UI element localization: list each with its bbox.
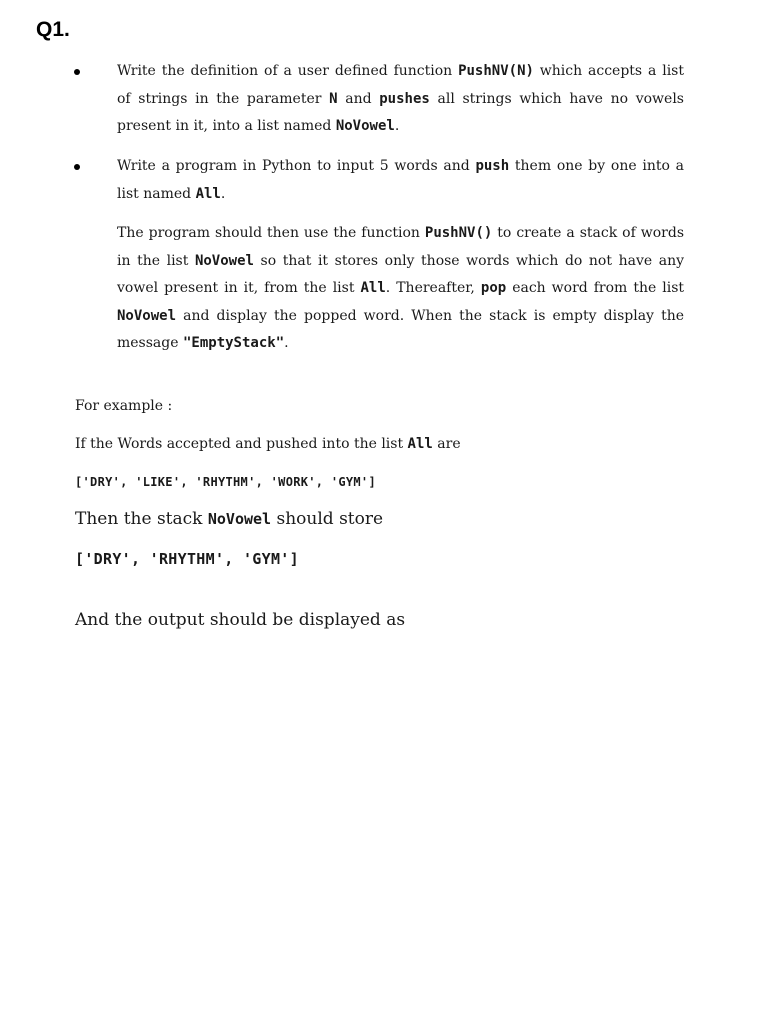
bullet-2-text bbox=[117, 153, 684, 208]
list-name-all: All bbox=[407, 436, 433, 452]
bullet-1-text bbox=[117, 58, 684, 141]
bullet-1-part-1: Write the definition of a user defined function bbox=[117, 63, 459, 79]
list-name-novowel: NoVowel bbox=[117, 307, 177, 324]
example-heading: For example : bbox=[75, 398, 173, 414]
example-accepted-line bbox=[75, 436, 461, 452]
para-part-7: . bbox=[284, 335, 289, 351]
accepted-part-1: If the Words accepted and pushed into the list bbox=[75, 436, 408, 452]
message-emptystack: "EmptyStack" bbox=[182, 335, 285, 351]
keyword-push: push bbox=[475, 158, 510, 174]
bullet-1-part-4: all strings which have no vowels present in it, into a list named bbox=[117, 90, 684, 134]
bullet-2-part-2: them one by one into a list named bbox=[117, 158, 684, 202]
function-name-pushnv-n: PushNV(N) bbox=[458, 63, 534, 79]
function-name-pushnv: PushNV() bbox=[424, 225, 493, 241]
bullet-1-part-2: which accepts a list of strings in the parameter bbox=[117, 63, 684, 107]
bullet-dot-2 bbox=[74, 164, 80, 170]
para-part-1: The program should then use the function bbox=[117, 225, 425, 241]
example-stack-line bbox=[75, 509, 383, 529]
para-part-2: to create a stack of words in the list bbox=[117, 225, 685, 269]
list-name-novowel: NoVowel bbox=[194, 252, 254, 269]
list-name-novowel: NoVowel bbox=[207, 510, 272, 528]
bullet-dot-1 bbox=[74, 69, 80, 75]
bullet-2-part-3: . bbox=[220, 185, 226, 202]
para-part-3: so that it stores only those words which do not have any vowel present in it, from the list bbox=[117, 252, 684, 296]
example-input-list: ['DRY', 'LIKE', 'RHYTHM', 'WORK', 'GYM'] bbox=[75, 475, 376, 489]
list-name-all: All bbox=[195, 185, 221, 202]
bullet-1-part-5: . bbox=[394, 118, 400, 134]
bullet-1-part-3: and bbox=[337, 90, 380, 107]
stack-part-1: Then the stack bbox=[75, 509, 208, 529]
para-part-4: . Thereafter, bbox=[385, 280, 481, 296]
para-part-5: each word from the list bbox=[506, 280, 685, 296]
list-name-all: All bbox=[360, 280, 386, 296]
example-output-text: And the output should be displayed as bbox=[75, 610, 406, 630]
question-number: Q1. bbox=[36, 18, 70, 41]
bullet-2-part-1: Write a program in Python to input 5 words and bbox=[117, 158, 476, 174]
stack-part-2: should store bbox=[271, 509, 384, 529]
para-part-6: and display the popped word. When the stack is empty display the message bbox=[117, 307, 684, 351]
accepted-part-2: are bbox=[432, 436, 461, 452]
keyword-pushes: pushes bbox=[379, 90, 430, 107]
parameter-n: N bbox=[329, 90, 338, 107]
example-stack-list: ['DRY', 'RHYTHM', 'GYM'] bbox=[75, 550, 299, 568]
list-name-novowel: NoVowel bbox=[335, 118, 395, 134]
keyword-pop: pop bbox=[480, 280, 507, 296]
program-description bbox=[117, 220, 684, 358]
